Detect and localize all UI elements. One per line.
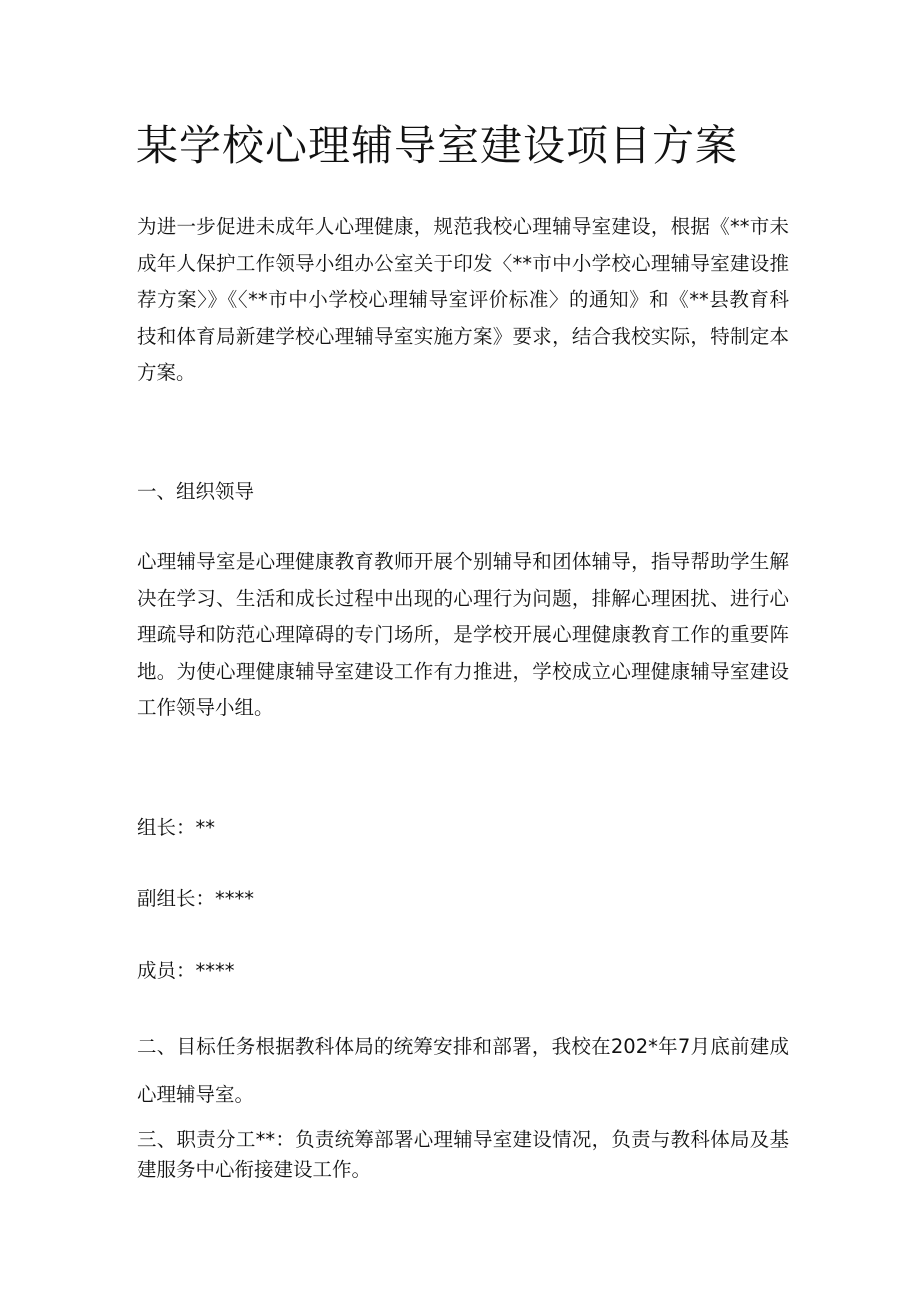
document-title: 某学校心理辅导室建设项目方案 — [136, 121, 739, 170]
responsibilities-section: 三、职责分工**：负责统筹部署心理辅导室建设情况，负责与教科体局及基建服务中心衔接建设工作。 — [137, 1128, 789, 1181]
section-heading-organization: 一、组织领导 — [137, 480, 255, 503]
organization-paragraph: 心理辅导室是心理健康教育教师开展个别辅导和团体辅导，指导帮助学生解决在学习、生活和成长过程中出现的心理行为问题，排解心理困扰、进行心理疏导和防范心理障碍的专门场所，是学校开展心理健康教育工作的重要阵地。为使心理健康辅导室建设工作有力推进，学校成立心理健康辅导室建设工作领导小组。 — [137, 550, 789, 719]
goals-section: 二、目标任务根据教科体局的统筹安排和部署，我校在202*年7月底前建成心理辅导室。 — [137, 1035, 789, 1106]
leader-line: 组长：** — [137, 816, 216, 839]
intro-paragraph: 为进一步促进未成年人心理健康，规范我校心理辅导室建设，根据《**市未成年人保护工作领导小组办公室关于印发〈**市中小学校心理辅导室建设推荐方案〉》《〈**市中小学校心理辅导室评价标准〉的通知》和《**县教育科技和体育局新建学校心理辅导室实施方案》要求，结合我校实际，特制定本方案。 — [137, 215, 789, 384]
members-line: 成员：**** — [137, 959, 235, 982]
deputy-leader-line: 副组长：**** — [137, 887, 255, 910]
